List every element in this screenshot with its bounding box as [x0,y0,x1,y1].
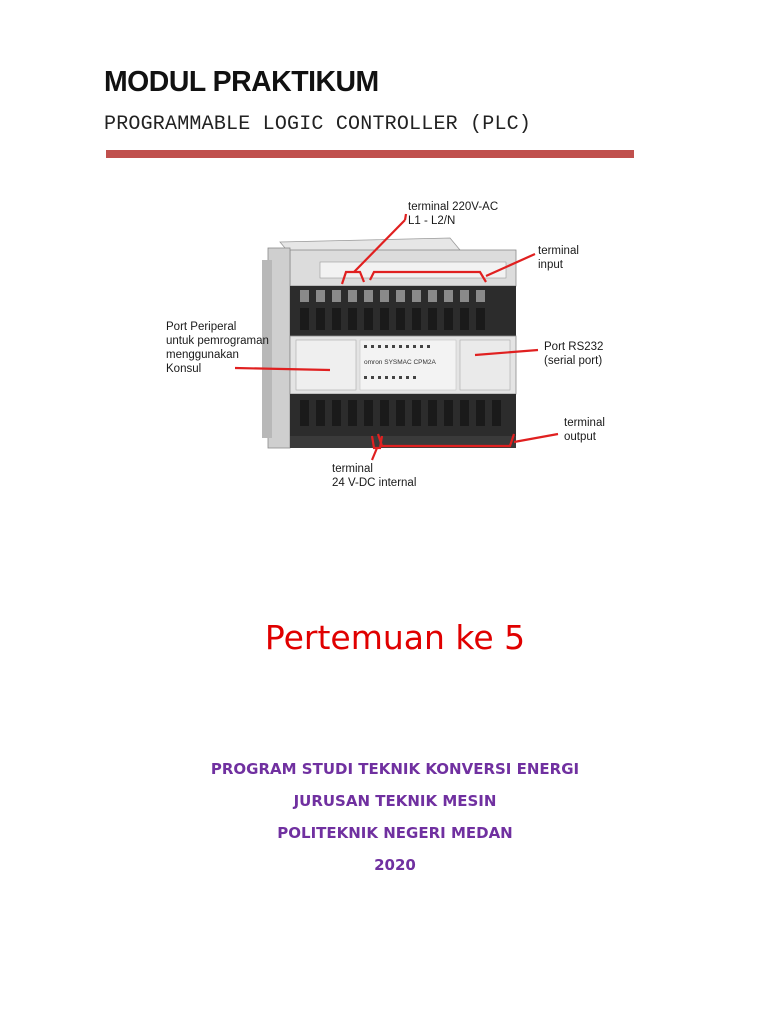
label-terminal-dc-2: 24 V-DC internal [332,477,417,489]
plc-device [262,238,516,448]
label-terminal-input-1: terminal [538,245,579,257]
label-port-rs232-1: Port RS232 [544,341,604,353]
label-terminal-ac-2: L1 - L2/N [408,215,456,227]
year: 2020 [374,856,416,874]
header-rule [100,148,640,160]
department: JURUSAN TEKNIK MESIN [293,792,497,810]
label-port-peripheral-4: Konsul [166,363,202,375]
label-terminal-output-1: terminal [564,417,605,429]
label-port-peripheral-3: menggunakan [166,349,239,361]
plc-illustration [150,190,630,500]
plc-figure [150,190,630,500]
label-terminal-ac-1: terminal 220V-AC [408,201,499,213]
device-brand-label: omron SYSMAC CPM2A [364,359,436,366]
meeting-number: Pertemuan ke 5 [264,618,526,657]
label-terminal-output-2: output [564,431,596,443]
document-subtitle: PROGRAMMABLE LOGIC CONTROLLER (PLC) [104,113,532,136]
label-port-peripheral-2: untuk pemrograman [166,335,269,347]
institution-name: POLITEKNIK NEGERI MEDAN [277,824,513,842]
label-port-rs232-2: (serial port) [544,355,603,367]
label-terminal-dc-1: terminal [332,463,373,475]
document-title: MODUL PRAKTIKUM [104,66,379,98]
label-port-peripheral-1: Port Periperal [166,321,237,333]
header-rule-fill [106,150,634,158]
label-terminal-input-2: input [538,259,563,271]
study-program: PROGRAM STUDI TEKNIK KONVERSI ENERGI [210,760,580,778]
